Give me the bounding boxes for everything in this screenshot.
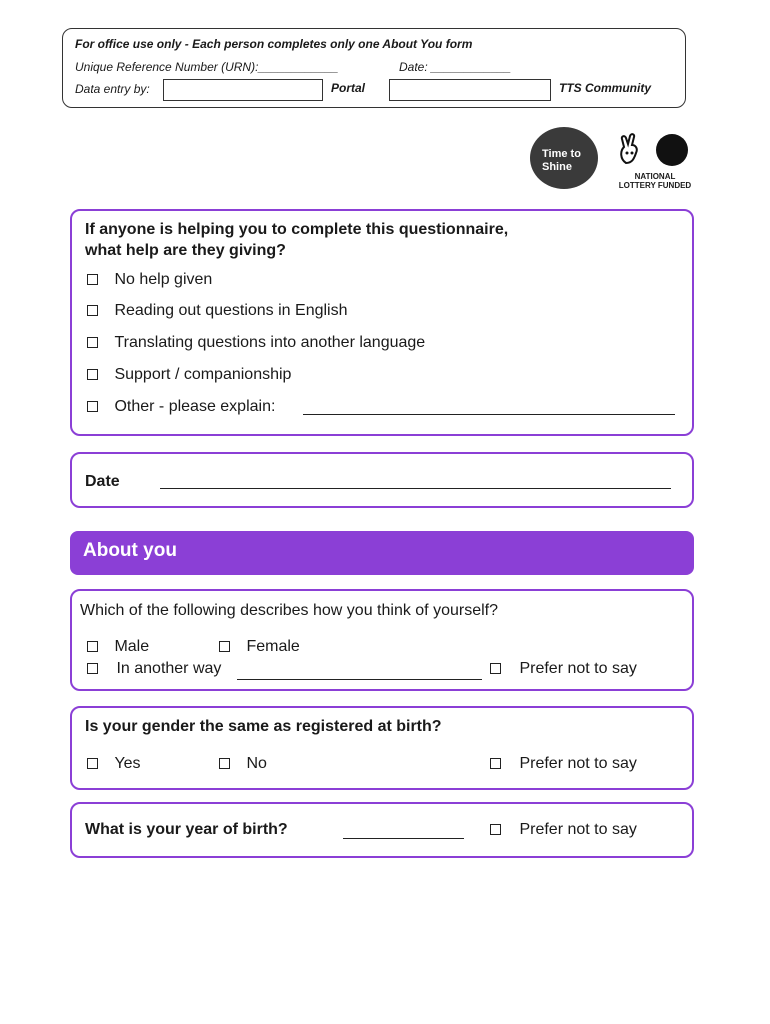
about-you-banner bbox=[70, 531, 694, 575]
gender-card bbox=[70, 589, 694, 691]
registered-card bbox=[70, 706, 694, 790]
checkbox[interactable] bbox=[490, 824, 501, 835]
checkbox[interactable] bbox=[87, 663, 98, 674]
option-label: In another way bbox=[116, 660, 222, 677]
option-label: No bbox=[246, 755, 267, 772]
option-label: Support / companionship bbox=[114, 366, 292, 383]
date-label: Date bbox=[85, 473, 120, 490]
another-way-line[interactable] bbox=[237, 679, 482, 680]
checkbox[interactable] bbox=[87, 758, 98, 769]
office-date-label: Date: ____________ bbox=[399, 60, 512, 74]
checkbox[interactable] bbox=[87, 401, 98, 412]
date-line[interactable] bbox=[160, 488, 671, 489]
gender-option-prefer-not[interactable] bbox=[490, 660, 637, 678]
option-label: Prefer not to say bbox=[519, 755, 637, 772]
help-option-row[interactable] bbox=[87, 398, 275, 416]
crossed-fingers-icon bbox=[616, 133, 644, 165]
help-card bbox=[70, 209, 694, 436]
option-label: Translating questions into another language bbox=[114, 334, 426, 351]
checkbox[interactable] bbox=[490, 758, 501, 769]
help-question-line2: what help are they giving? bbox=[85, 242, 286, 259]
birth-year-card bbox=[70, 802, 694, 858]
gender-option-male[interactable] bbox=[87, 638, 149, 656]
registered-option-prefer-not[interactable] bbox=[490, 755, 637, 773]
help-option-row[interactable] bbox=[87, 271, 212, 289]
time-to-shine-logo bbox=[530, 127, 598, 189]
portal-label: Portal bbox=[331, 81, 366, 95]
checkbox[interactable] bbox=[87, 369, 98, 380]
checkbox[interactable] bbox=[87, 305, 98, 316]
birth-option-prefer-not[interactable] bbox=[490, 821, 637, 839]
option-label: Prefer not to say bbox=[519, 660, 637, 677]
checkbox[interactable] bbox=[219, 758, 230, 769]
help-option-row[interactable] bbox=[87, 302, 348, 320]
option-label: Male bbox=[114, 638, 150, 655]
lottery-line1: NATIONAL bbox=[634, 172, 676, 181]
checkbox[interactable] bbox=[87, 641, 98, 652]
logo-text-line1: Time to bbox=[542, 148, 581, 160]
birth-year-line[interactable] bbox=[343, 838, 464, 839]
office-heading: For office use only - Each person completes only one About You form bbox=[75, 37, 473, 51]
option-label: Other - please explain: bbox=[114, 398, 276, 415]
checkbox[interactable] bbox=[490, 663, 501, 674]
option-label: Female bbox=[246, 638, 300, 655]
tts-community-label: TTS Community bbox=[559, 81, 651, 95]
data-entry-field[interactable] bbox=[163, 79, 323, 101]
option-label: No help given bbox=[114, 271, 213, 288]
checkbox[interactable] bbox=[87, 274, 98, 285]
option-label: Reading out questions in English bbox=[114, 302, 348, 319]
urn-label: Unique Reference Number (URN):____________ bbox=[75, 60, 339, 74]
other-explain-line[interactable] bbox=[303, 414, 675, 415]
registered-option-no[interactable] bbox=[219, 755, 267, 773]
big-lottery-fund-badge bbox=[656, 134, 688, 166]
checkbox[interactable] bbox=[219, 641, 230, 652]
option-label: Prefer not to say bbox=[519, 821, 637, 838]
about-you-title: About you bbox=[83, 540, 177, 561]
date-card bbox=[70, 452, 694, 508]
logo-text-line2: Shine bbox=[542, 161, 572, 173]
gender-option-female[interactable] bbox=[219, 638, 300, 656]
office-use-box bbox=[62, 28, 686, 108]
birth-year-question: What is your year of birth? bbox=[85, 821, 288, 838]
registered-question: Is your gender the same as registered at birth? bbox=[85, 718, 442, 735]
data-entry-label: Data entry by: bbox=[75, 82, 150, 96]
checkbox[interactable] bbox=[87, 337, 98, 348]
help-option-row[interactable] bbox=[87, 334, 425, 352]
portal-field[interactable] bbox=[389, 79, 551, 101]
gender-question: Which of the following describes how you think of yourself? bbox=[80, 602, 498, 619]
gender-option-another[interactable] bbox=[87, 660, 221, 678]
registered-option-yes[interactable] bbox=[87, 755, 141, 773]
option-label: Yes bbox=[114, 755, 141, 772]
lottery-line2: LOTTERY FUNDED bbox=[618, 181, 692, 190]
national-lottery-text bbox=[618, 172, 692, 190]
help-question-line1: If anyone is helping you to complete this questionnaire, bbox=[85, 221, 509, 238]
help-option-row[interactable] bbox=[87, 366, 291, 384]
